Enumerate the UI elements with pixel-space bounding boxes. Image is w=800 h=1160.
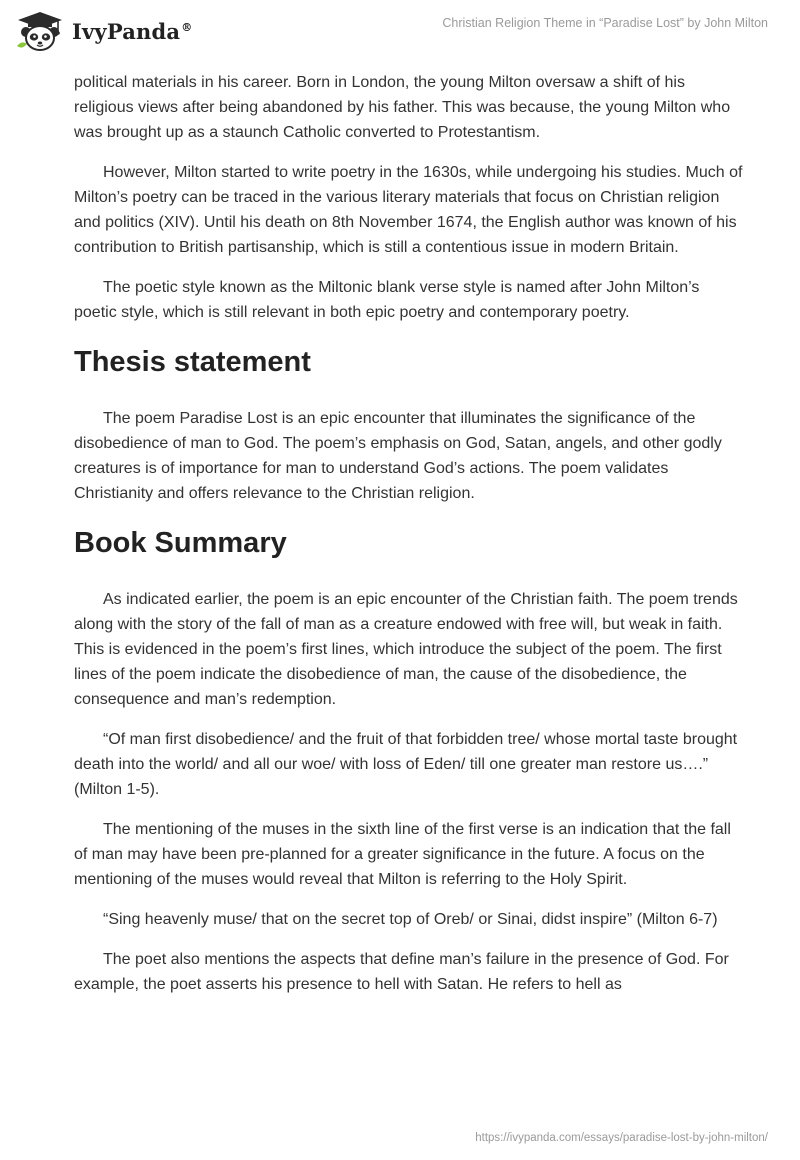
heading-thesis-statement: Thesis statement	[74, 346, 311, 378]
paragraph-4: The poem Paradise Lost is an epic encounter that illuminates the significance of the disobedience of man to God. The poem’s emphasis on God, Satan, angels, and other godly creatures is of importance for man to understand God’s actions. The poem validates Christianity and offers relevance to the Christian religion.	[74, 410, 722, 502]
paragraph-3: The poetic style known as the Miltonic blank verse style is named after John Milton’s poetic style, which is still relevant in both epic poetry and contemporary poetry.	[74, 279, 700, 321]
quote-2: “Sing heavenly muse/ that on the secret top of Oreb/ or Sinai, didst inspire” (Milton 6-7)	[103, 911, 718, 928]
footer-url[interactable]: https://ivypanda.com/essays/paradise-lost-by-john-milton/	[475, 1132, 768, 1144]
paragraph-5: As indicated earlier, the poem is an epic encounter of the Christian faith. The poem trends along with the story of the fall of man as a creature endowed with free will, but weak in faith. This is evidenced in the poem’s first lines, which introduce the subject of the poem. The first lines of the poem indicate the disobedience of man, the cause of the disobedience, the consequence and man’s redemption.	[74, 591, 738, 708]
brand-name-text: IvyPanda	[72, 18, 181, 44]
brand-name	[72, 19, 192, 44]
quote-1: “Of man first disobedience/ and the fruit of that forbidden tree/ whose mortal taste brought death into the world/ and all our woe/ with loss of Eden/ till one greater man restore us….” (Milton 1-5).	[74, 731, 738, 798]
essay-content	[74, 70, 744, 1012]
paragraph-2: However, Milton started to write poetry in the 1630s, while undergoing his studies. Much of Milton’s poetry can be traced in the various literary materials that focus on Christian religion and politics (XIV). Until his death on 8th November 1674, the English author was known of his contribution to British partisanship, which is still a contentious issue in modern Britain.	[74, 164, 743, 256]
heading-book-summary: Book Summary	[74, 527, 287, 559]
paragraph-9: The poet also mentions the aspects that define man’s failure in the presence of God. For example, the poet asserts his presence to hell with Satan. He refers to hell as	[74, 951, 729, 993]
document-title: Christian Religion Theme in “Paradise Lost” by John Milton	[442, 16, 768, 30]
paragraph-1: political materials in his career. Born in London, the young Milton oversaw a shift of his religious views after being abandoned by his father. This was because, the young Milton who was brought up as a staunch Catholic converted to Protestantism.	[74, 74, 731, 141]
registered-mark: ®	[181, 20, 193, 34]
ivypanda-logo[interactable]	[14, 10, 192, 52]
paragraph-7: The mentioning of the muses in the sixth line of the first verse is an indication that the fall of man may have been pre-planned for a greater significance in the future. A focus on the mentioning of the muses would reveal that Milton is referring to the Holy Spirit.	[74, 821, 731, 888]
page-header	[0, 0, 800, 62]
panda-graduate-icon	[14, 10, 66, 52]
